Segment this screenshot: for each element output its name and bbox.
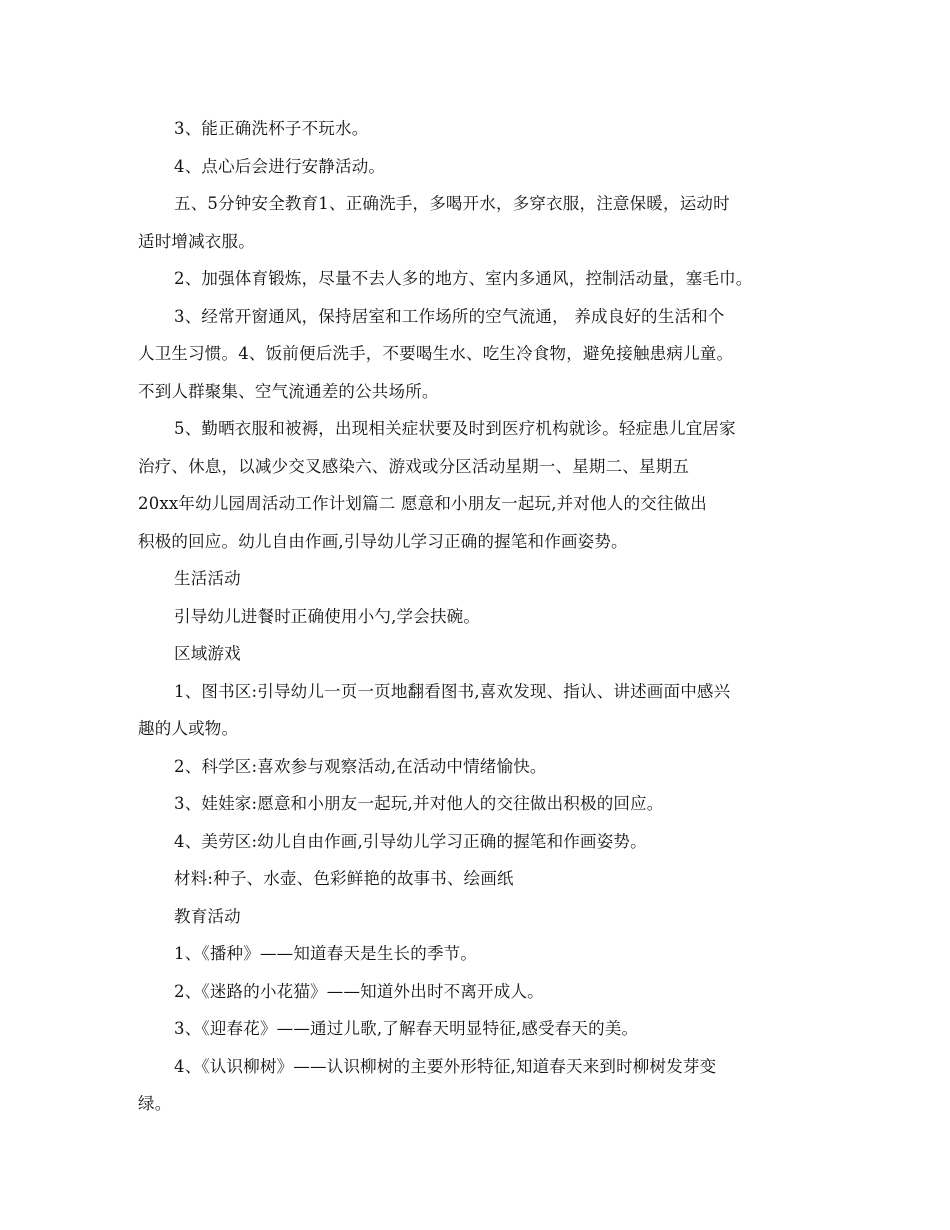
section-heading: 生活活动 bbox=[174, 569, 241, 588]
text-line: 3、经常开窗通风，保持居室和工作场所的空气流通， 养成良好的生活和个 bbox=[174, 306, 725, 326]
text-line: 绿。 bbox=[138, 1094, 172, 1113]
text-line: 人卫生习惯。4、饭前便后洗手，不要喝生水、吃生冷食物，避免接触患病儿童。 bbox=[138, 344, 734, 363]
text-line: 4、点心后会进行安静活动。 bbox=[174, 156, 386, 176]
text-line: 治疗、休息，以减少交叉感染六、游戏或分区活动星期一、星期二、星期五 bbox=[138, 456, 690, 476]
text-line: 3、能正确洗杯子不玩水。 bbox=[174, 119, 369, 138]
text-line: 积极的回应。幼儿自由作画,引导幼儿学习正确的握笔和作画姿势。 bbox=[138, 531, 628, 551]
text-line: 趣的人或物。 bbox=[138, 719, 239, 738]
text-line: 2、科学区:喜欢参与观察活动,在活动中情绪愉快。 bbox=[174, 756, 547, 776]
text-line: 五、5分钟安全教育1、正确洗手，多喝开水，多穿衣服，注意保暖，运动时 bbox=[174, 194, 730, 213]
text-line: 2、《迷路的小花猫》——知道外出时不离开成人。 bbox=[174, 981, 544, 1001]
text-line: 5、勤晒衣服和被褥，出现相关症状要及时到医疗机构就诊。轻症患儿宜居家 bbox=[174, 419, 736, 438]
section-heading: 教育活动 bbox=[174, 906, 241, 926]
text-line: 4、美劳区:幼儿自由作画,引导幼儿学习正确的握笔和作画姿势。 bbox=[174, 831, 647, 851]
text-line: 4、《认识柳树》——认识柳树的主要外形特征,知道春天来到时柳树发芽变 bbox=[174, 1056, 717, 1076]
section-heading: 区域游戏 bbox=[174, 644, 241, 663]
text-line: 引导幼儿进餐时正确使用小勺,学会扶碗。 bbox=[174, 606, 481, 626]
text-line: 1、《播种》——知道春天是生长的季节。 bbox=[174, 944, 478, 963]
text-line: 1、图书区:引导幼儿一页一页地翻看图书,喜欢发现、指认、讲述画面中感兴 bbox=[174, 681, 731, 701]
text-line: 不到人群聚集、空气流通差的公共场所。 bbox=[138, 381, 439, 401]
text-line: 适时增减衣服。 bbox=[138, 231, 255, 251]
text-line: 3、娃娃家:愿意和小朋友一起玩,并对他人的交往做出积极的回应。 bbox=[174, 794, 664, 813]
document-body bbox=[138, 118, 818, 1131]
text-line: 2、加强体育锻炼，尽量不去人多的地方、室内多通风，控制活动量，塞毛巾。 bbox=[174, 269, 753, 288]
text-line: 3、《迎春花》——通过儿歌,了解春天明显特征,感受春天的美。 bbox=[174, 1019, 639, 1038]
text-line: 材料:种子、水壶、色彩鲜艳的故事书、绘画纸 bbox=[174, 869, 514, 888]
text-line: 20xx年幼儿园周活动工作计划篇二 愿意和小朋友一起玩,并对他人的交往做出 bbox=[138, 494, 707, 513]
